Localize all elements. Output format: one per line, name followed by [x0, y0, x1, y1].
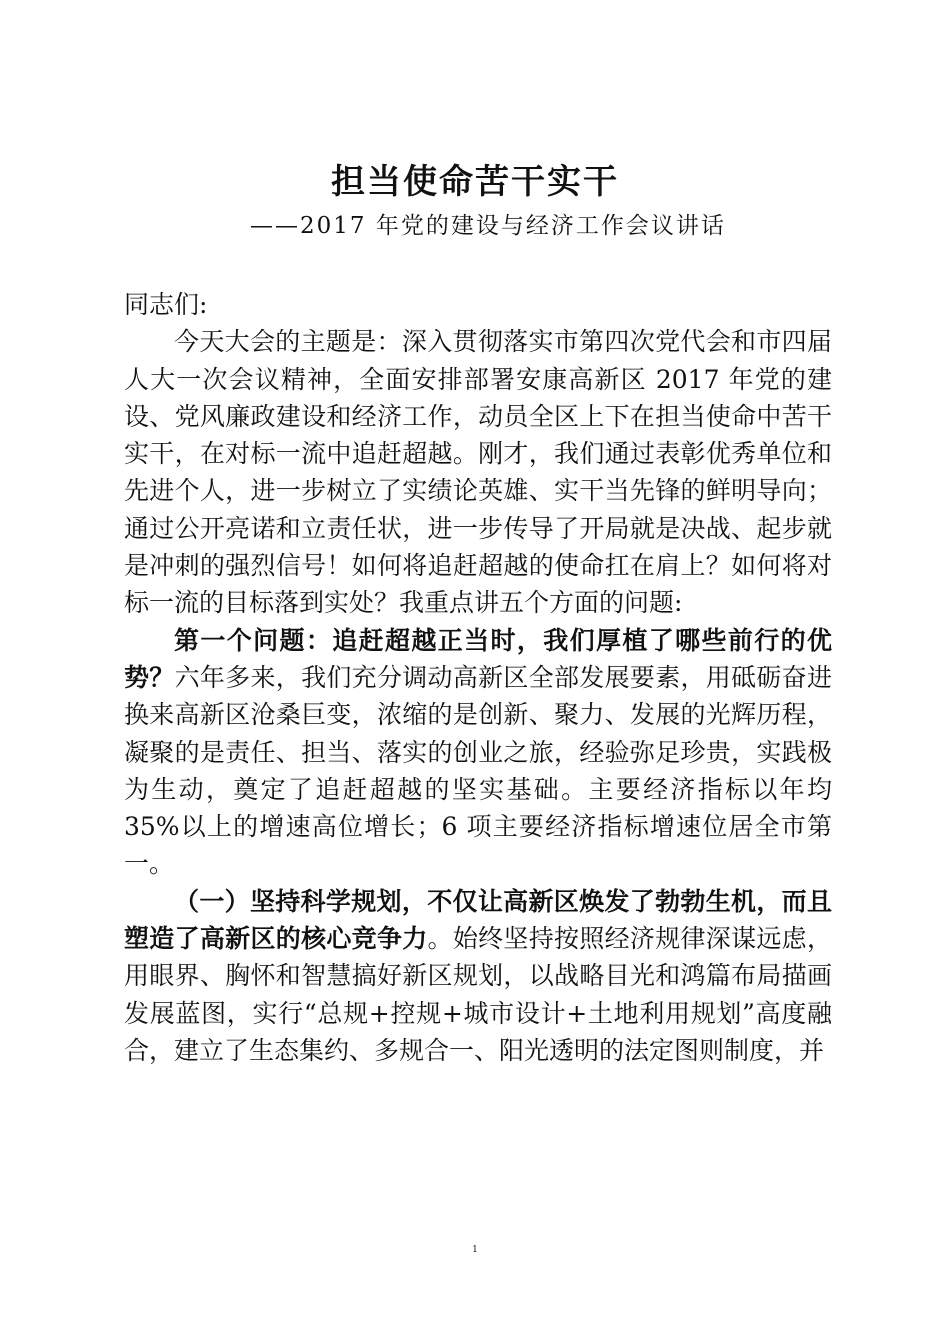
first-issue-body: 六年多来，我们充分调动高新区全部发展要素，用砥砺奋进换来高新区沧桑巨变，浓缩的是创新、聚力、发展的光辉历程，凝聚的是责任、担当、落实的创业之旅，经验弥足珍贵，实践极为生动，奠定了追赶超越的坚实基础。主要经济指标以年均 35%以上的增速高位增长；6 项主要经济指标增速位居全市第一。	[124, 662, 832, 879]
paragraph-section-one	[124, 883, 832, 1069]
section-one-body: 。始终坚持按照经济规律深谋远虑，用眼界、胸怀和智慧搞好新区规划，以战略目光和鸿篇布局描画发展蓝图，实行“总规+控规+城市设计+土地利用规划”高度融合，建立了生态集约、多规合一、阳光透明的法定图则制度，并	[124, 924, 832, 1065]
paragraph-first-issue	[124, 622, 832, 883]
section-one-heading: （一）坚持科学规划，不仅让高新区焕发了勃勃生机，而且塑造了高新区的核心竞争力	[124, 886, 832, 954]
page-number: 1	[472, 1245, 478, 1255]
first-issue-heading: 第一个问题：追赶超越正当时，我们厚植了哪些前行的优势？	[124, 625, 832, 692]
document-subtitle: ——2017 年党的建设与经济工作会议讲话	[250, 213, 726, 239]
salutation: 同志们:	[124, 290, 208, 319]
document-body	[124, 286, 832, 1069]
document-title: 担当使命苦干实干	[331, 162, 619, 202]
paragraph-intro: 今天大会的主题是：深入贯彻落实市第四次党代会和市四届人大一次会议精神，全面安排部署安康高新区 2017 年党的建设、党风廉政建设和经济工作，动员全区上下在担当使命中苦干实干，在对标一流中追赶超越。刚才，我们通过表彰优秀单位和先进个人，进一步树立了实绩论英雄、实干当先锋的鲜明导向；通过公开亮诺和立责任状，进一步传导了开局就是决战、起步就是冲刺的强烈信号！如何将追赶超越的使命扛在肩上？如何将对标一流的目标落到实处？我重点讲五个方面的问题:	[124, 327, 832, 618]
